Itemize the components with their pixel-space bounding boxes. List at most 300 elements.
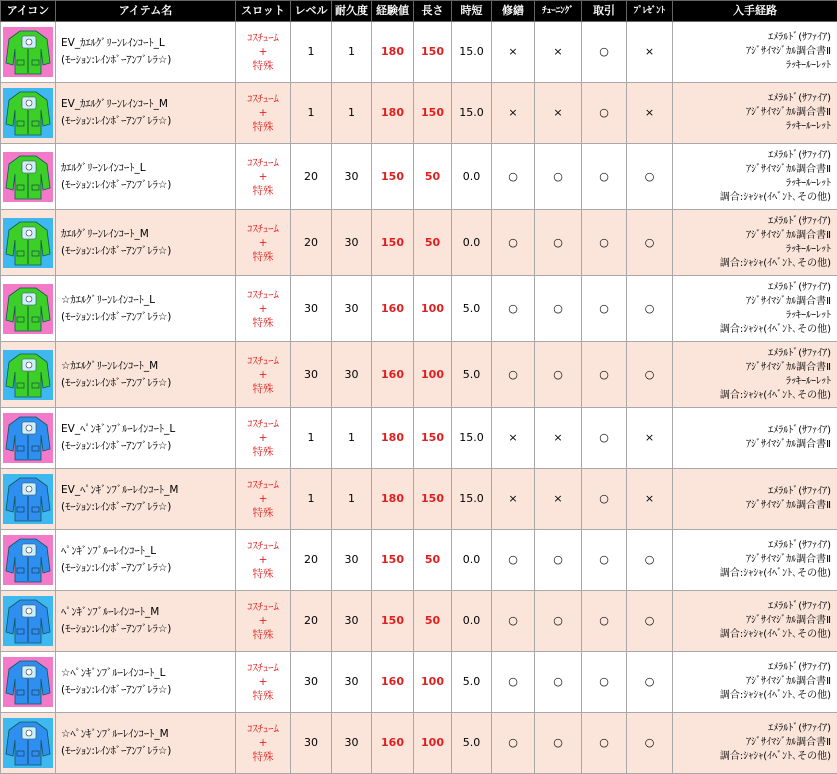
header-present: ﾌﾟﾚｾﾞﾝﾄ bbox=[627, 1, 673, 22]
repair-cell: ○ bbox=[492, 144, 535, 210]
header-route: 入手経路 bbox=[673, 1, 837, 22]
item-motion: (ﾓｰｼｮﾝ:ﾚｲﾝﾎﾞｰｱﾝﾌﾞﾚﾗ☆) bbox=[61, 560, 235, 577]
level-cell: 30 bbox=[291, 713, 332, 774]
present-cell: × bbox=[627, 22, 673, 83]
trade-cell: ○ bbox=[582, 530, 627, 591]
present-cell: ○ bbox=[627, 342, 673, 408]
trade-cell: ○ bbox=[582, 713, 627, 774]
slot-special: 特殊 bbox=[236, 689, 290, 703]
trade-cell: ○ bbox=[582, 144, 627, 210]
present-cell: × bbox=[627, 83, 673, 144]
icon-cell bbox=[1, 83, 56, 144]
trade-cell: ○ bbox=[582, 652, 627, 713]
route-line: ｱｼﾞｻｲﾏｼﾞｶﾙ調合書Ⅱ bbox=[673, 736, 831, 750]
raincoat-icon bbox=[2, 530, 54, 590]
route-line: ｱｼﾞｻｲﾏｼﾞｶﾙ調合書Ⅱ bbox=[673, 295, 831, 309]
jitan-cell: 5.0 bbox=[452, 276, 492, 342]
table-row bbox=[1, 210, 837, 276]
raincoat-icon bbox=[2, 469, 54, 529]
route-line: ｱｼﾞｻｲﾏｼﾞｶﾙ調合書Ⅱ bbox=[673, 106, 831, 120]
item-motion: (ﾓｰｼｮﾝ:ﾚｲﾝﾎﾞｰｱﾝﾌﾞﾚﾗ☆) bbox=[61, 438, 235, 455]
present-cell: ○ bbox=[627, 591, 673, 652]
slot-plus: + bbox=[236, 106, 290, 120]
item-name-cell bbox=[56, 83, 236, 144]
raincoat-icon-graphic bbox=[3, 657, 53, 707]
durability-cell: 30 bbox=[332, 210, 372, 276]
icon-cell bbox=[1, 210, 56, 276]
raincoat-icon-graphic bbox=[3, 535, 53, 585]
slot-costume: ｺｽﾁｭｰﾑ bbox=[236, 539, 290, 553]
table-row bbox=[1, 276, 837, 342]
slot-cell bbox=[236, 469, 291, 530]
raincoat-icon-graphic bbox=[3, 596, 53, 646]
item-name: ☆ｶｴﾙｸﾞﾘｰﾝﾚｲﾝｺｰﾄ_M bbox=[61, 358, 235, 375]
item-name-cell bbox=[56, 408, 236, 469]
level-cell: 30 bbox=[291, 342, 332, 408]
route-cell bbox=[673, 591, 837, 652]
raincoat-icon-graphic bbox=[3, 284, 53, 334]
item-name: ｶｴﾙｸﾞﾘｰﾝﾚｲﾝｺｰﾄ_M bbox=[61, 226, 235, 243]
table-row bbox=[1, 652, 837, 713]
level-cell: 20 bbox=[291, 591, 332, 652]
length-cell: 100 bbox=[414, 652, 452, 713]
route-cell bbox=[673, 469, 837, 530]
durability-cell: 30 bbox=[332, 276, 372, 342]
tuning-cell: ○ bbox=[535, 210, 582, 276]
item-name-cell bbox=[56, 469, 236, 530]
item-motion: (ﾓｰｼｮﾝ:ﾚｲﾝﾎﾞｰｱﾝﾌﾞﾚﾗ☆) bbox=[61, 309, 235, 326]
slot-cell bbox=[236, 591, 291, 652]
length-cell: 150 bbox=[414, 469, 452, 530]
route-line: ｱｼﾞｻｲﾏｼﾞｶﾙ調合書Ⅱ bbox=[673, 614, 831, 628]
length-cell: 100 bbox=[414, 713, 452, 774]
item-name-cell bbox=[56, 713, 236, 774]
tuning-cell: × bbox=[535, 83, 582, 144]
trade-cell: ○ bbox=[582, 342, 627, 408]
slot-special: 特殊 bbox=[236, 250, 290, 264]
route-cell bbox=[673, 210, 837, 276]
item-name: EV_ﾍﾟﾝｷﾞﾝﾌﾞﾙｰﾚｲﾝｺｰﾄ_M bbox=[61, 482, 235, 499]
slot-plus: + bbox=[236, 553, 290, 567]
icon-cell bbox=[1, 530, 56, 591]
slot-cell bbox=[236, 144, 291, 210]
slot-cell bbox=[236, 22, 291, 83]
durability-cell: 1 bbox=[332, 469, 372, 530]
repair-cell: ○ bbox=[492, 342, 535, 408]
route-line: 調合:ｼｬｼｬ(ｲﾍﾞﾝﾄ､その他) bbox=[673, 191, 831, 205]
icon-cell bbox=[1, 652, 56, 713]
item-name: EV_ﾍﾟﾝｷﾞﾝﾌﾞﾙｰﾚｲﾝｺｰﾄ_L bbox=[61, 421, 235, 438]
route-line: ｴﾒﾗﾙﾄﾞ(ｻﾌｧｲｱ) bbox=[673, 215, 831, 229]
route-line: ｴﾒﾗﾙﾄﾞ(ｻﾌｧｲｱ) bbox=[673, 281, 831, 295]
repair-cell: ○ bbox=[492, 276, 535, 342]
slot-cell bbox=[236, 342, 291, 408]
route-line: ｴﾒﾗﾙﾄﾞ(ｻﾌｧｲｱ) bbox=[673, 661, 831, 675]
raincoat-icon bbox=[2, 279, 54, 339]
raincoat-icon bbox=[2, 408, 54, 468]
route-line: ｱｼﾞｻｲﾏｼﾞｶﾙ調合書Ⅱ bbox=[673, 499, 831, 513]
slot-special: 特殊 bbox=[236, 750, 290, 764]
route-line: ﾗｯｷｰﾙｰﾚｯﾄ bbox=[673, 177, 831, 191]
raincoat-icon bbox=[2, 213, 54, 273]
route-line: ﾗｯｷｰﾙｰﾚｯﾄ bbox=[673, 375, 831, 389]
slot-plus: + bbox=[236, 170, 290, 184]
slot-costume: ｺｽﾁｭｰﾑ bbox=[236, 600, 290, 614]
present-cell: ○ bbox=[627, 144, 673, 210]
present-cell: ○ bbox=[627, 713, 673, 774]
route-line: ｱｼﾞｻｲﾏｼﾞｶﾙ調合書Ⅱ bbox=[673, 361, 831, 375]
icon-cell bbox=[1, 144, 56, 210]
header-icon: アイコン bbox=[1, 1, 56, 22]
route-line: 調合:ｼｬｼｬ(ｲﾍﾞﾝﾄ､その他) bbox=[673, 389, 831, 403]
item-name-cell bbox=[56, 276, 236, 342]
length-cell: 150 bbox=[414, 83, 452, 144]
tuning-cell: × bbox=[535, 469, 582, 530]
item-name: ﾍﾟﾝｷﾞﾝﾌﾞﾙｰﾚｲﾝｺｰﾄ_M bbox=[61, 604, 235, 621]
table-row bbox=[1, 530, 837, 591]
raincoat-icon-graphic bbox=[3, 413, 53, 463]
slot-costume: ｺｽﾁｭｰﾑ bbox=[236, 92, 290, 106]
route-line: 調合:ｼｬｼｬ(ｲﾍﾞﾝﾄ､その他) bbox=[673, 750, 831, 764]
slot-plus: + bbox=[236, 675, 290, 689]
route-line: ｱｼﾞｻｲﾏｼﾞｶﾙ調合書Ⅱ bbox=[673, 438, 831, 452]
raincoat-icon-graphic bbox=[3, 152, 53, 202]
level-cell: 20 bbox=[291, 144, 332, 210]
slot-costume: ｺｽﾁｭｰﾑ bbox=[236, 222, 290, 236]
route-cell bbox=[673, 144, 837, 210]
route-line: ｴﾒﾗﾙﾄﾞ(ｻﾌｧｲｱ) bbox=[673, 722, 831, 736]
slot-plus: + bbox=[236, 614, 290, 628]
length-cell: 50 bbox=[414, 591, 452, 652]
slot-cell bbox=[236, 210, 291, 276]
route-line: ﾗｯｷｰﾙｰﾚｯﾄ bbox=[673, 59, 831, 73]
route-line: ｴﾒﾗﾙﾄﾞ(ｻﾌｧｲｱ) bbox=[673, 424, 831, 438]
route-line: 調合:ｼｬｼｬ(ｲﾍﾞﾝﾄ､その他) bbox=[673, 567, 831, 581]
route-line: ｴﾒﾗﾙﾄﾞ(ｻﾌｧｲｱ) bbox=[673, 539, 831, 553]
header-repair: 修繕 bbox=[492, 1, 535, 22]
route-cell bbox=[673, 530, 837, 591]
item-name: ｶｴﾙｸﾞﾘｰﾝﾚｲﾝｺｰﾄ_L bbox=[61, 160, 235, 177]
slot-special: 特殊 bbox=[236, 59, 290, 73]
level-cell: 1 bbox=[291, 83, 332, 144]
tuning-cell: ○ bbox=[535, 591, 582, 652]
repair-cell: ○ bbox=[492, 713, 535, 774]
route-line: ｱｼﾞｻｲﾏｼﾞｶﾙ調合書Ⅱ bbox=[673, 163, 831, 177]
raincoat-icon bbox=[2, 591, 54, 651]
tuning-cell: ○ bbox=[535, 276, 582, 342]
exp-cell: 150 bbox=[372, 210, 414, 276]
slot-special: 特殊 bbox=[236, 184, 290, 198]
slot-plus: + bbox=[236, 302, 290, 316]
table-row bbox=[1, 591, 837, 652]
route-line: ｱｼﾞｻｲﾏｼﾞｶﾙ調合書Ⅱ bbox=[673, 553, 831, 567]
raincoat-icon bbox=[2, 147, 54, 207]
length-cell: 50 bbox=[414, 530, 452, 591]
route-line: ｴﾒﾗﾙﾄﾞ(ｻﾌｧｲｱ) bbox=[673, 149, 831, 163]
icon-cell bbox=[1, 276, 56, 342]
header-trade: 取引 bbox=[582, 1, 627, 22]
trade-cell: ○ bbox=[582, 591, 627, 652]
item-name-cell bbox=[56, 342, 236, 408]
slot-costume: ｺｽﾁｭｰﾑ bbox=[236, 31, 290, 45]
route-line: ｴﾒﾗﾙﾄﾞ(ｻﾌｧｲｱ) bbox=[673, 485, 831, 499]
item-motion: (ﾓｰｼｮﾝ:ﾚｲﾝﾎﾞｰｱﾝﾌﾞﾚﾗ☆) bbox=[61, 113, 235, 130]
raincoat-icon-graphic bbox=[3, 218, 53, 268]
exp-cell: 160 bbox=[372, 342, 414, 408]
icon-cell bbox=[1, 591, 56, 652]
item-name: ☆ﾍﾟﾝｷﾞﾝﾌﾞﾙｰﾚｲﾝｺｰﾄ_L bbox=[61, 665, 235, 682]
level-cell: 30 bbox=[291, 652, 332, 713]
item-motion: (ﾓｰｼｮﾝ:ﾚｲﾝﾎﾞｰｱﾝﾌﾞﾚﾗ☆) bbox=[61, 682, 235, 699]
route-line: ｱｼﾞｻｲﾏｼﾞｶﾙ調合書Ⅱ bbox=[673, 229, 831, 243]
slot-costume: ｺｽﾁｭｰﾑ bbox=[236, 156, 290, 170]
table-row bbox=[1, 469, 837, 530]
slot-costume: ｺｽﾁｭｰﾑ bbox=[236, 478, 290, 492]
slot-special: 特殊 bbox=[236, 567, 290, 581]
trade-cell: ○ bbox=[582, 22, 627, 83]
raincoat-icon-graphic bbox=[3, 27, 53, 77]
slot-costume: ｺｽﾁｭｰﾑ bbox=[236, 661, 290, 675]
header-length: 長さ bbox=[414, 1, 452, 22]
slot-special: 特殊 bbox=[236, 316, 290, 330]
trade-cell: ○ bbox=[582, 276, 627, 342]
length-cell: 150 bbox=[414, 408, 452, 469]
slot-plus: + bbox=[236, 236, 290, 250]
repair-cell: × bbox=[492, 469, 535, 530]
jitan-cell: 0.0 bbox=[452, 210, 492, 276]
header-level: レベル bbox=[291, 1, 332, 22]
header-exp: 経験値 bbox=[372, 1, 414, 22]
jitan-cell: 15.0 bbox=[452, 22, 492, 83]
slot-costume: ｺｽﾁｭｰﾑ bbox=[236, 354, 290, 368]
raincoat-icon bbox=[2, 83, 54, 143]
slot-special: 特殊 bbox=[236, 445, 290, 459]
route-line: ﾗｯｷｰﾙｰﾚｯﾄ bbox=[673, 243, 831, 257]
exp-cell: 180 bbox=[372, 408, 414, 469]
repair-cell: ○ bbox=[492, 210, 535, 276]
route-cell bbox=[673, 342, 837, 408]
item-name-cell bbox=[56, 591, 236, 652]
durability-cell: 1 bbox=[332, 408, 372, 469]
exp-cell: 160 bbox=[372, 713, 414, 774]
table-row bbox=[1, 22, 837, 83]
present-cell: × bbox=[627, 469, 673, 530]
route-line: ｴﾒﾗﾙﾄﾞ(ｻﾌｧｲｱ) bbox=[673, 600, 831, 614]
repair-cell: ○ bbox=[492, 530, 535, 591]
slot-special: 特殊 bbox=[236, 628, 290, 642]
exp-cell: 180 bbox=[372, 22, 414, 83]
tuning-cell: ○ bbox=[535, 530, 582, 591]
present-cell: ○ bbox=[627, 530, 673, 591]
table-row bbox=[1, 342, 837, 408]
raincoat-icon-graphic bbox=[3, 88, 53, 138]
tuning-cell: ○ bbox=[535, 652, 582, 713]
jitan-cell: 5.0 bbox=[452, 652, 492, 713]
item-name-cell bbox=[56, 144, 236, 210]
slot-special: 特殊 bbox=[236, 120, 290, 134]
repair-cell: × bbox=[492, 22, 535, 83]
durability-cell: 30 bbox=[332, 713, 372, 774]
item-name-cell bbox=[56, 530, 236, 591]
length-cell: 50 bbox=[414, 144, 452, 210]
trade-cell: ○ bbox=[582, 469, 627, 530]
route-line: 調合:ｼｬｼｬ(ｲﾍﾞﾝﾄ､その他) bbox=[673, 628, 831, 642]
route-line: 調合:ｼｬｼｬ(ｲﾍﾞﾝﾄ､その他) bbox=[673, 689, 831, 703]
durability-cell: 1 bbox=[332, 22, 372, 83]
slot-cell bbox=[236, 530, 291, 591]
slot-plus: + bbox=[236, 368, 290, 382]
slot-plus: + bbox=[236, 492, 290, 506]
route-line: ﾗｯｷｰﾙｰﾚｯﾄ bbox=[673, 120, 831, 134]
header-row bbox=[1, 1, 837, 22]
slot-special: 特殊 bbox=[236, 506, 290, 520]
table-row bbox=[1, 144, 837, 210]
item-name: ☆ｶｴﾙｸﾞﾘｰﾝﾚｲﾝｺｰﾄ_L bbox=[61, 292, 235, 309]
item-motion: (ﾓｰｼｮﾝ:ﾚｲﾝﾎﾞｰｱﾝﾌﾞﾚﾗ☆) bbox=[61, 375, 235, 392]
trade-cell: ○ bbox=[582, 83, 627, 144]
item-motion: (ﾓｰｼｮﾝ:ﾚｲﾝﾎﾞｰｱﾝﾌﾞﾚﾗ☆) bbox=[61, 243, 235, 260]
exp-cell: 150 bbox=[372, 530, 414, 591]
slot-plus: + bbox=[236, 736, 290, 750]
header-slot: スロット bbox=[236, 1, 291, 22]
slot-cell bbox=[236, 276, 291, 342]
trade-cell: ○ bbox=[582, 408, 627, 469]
item-name-cell bbox=[56, 652, 236, 713]
slot-plus: + bbox=[236, 431, 290, 445]
trade-cell: ○ bbox=[582, 210, 627, 276]
level-cell: 1 bbox=[291, 408, 332, 469]
slot-plus: + bbox=[236, 45, 290, 59]
route-line: ｴﾒﾗﾙﾄﾞ(ｻﾌｧｲｱ) bbox=[673, 347, 831, 361]
slot-costume: ｺｽﾁｭｰﾑ bbox=[236, 288, 290, 302]
tuning-cell: × bbox=[535, 22, 582, 83]
route-line: 調合:ｼｬｼｬ(ｲﾍﾞﾝﾄ､その他) bbox=[673, 323, 831, 337]
icon-cell bbox=[1, 408, 56, 469]
header-jitan: 時短 bbox=[452, 1, 492, 22]
raincoat-icon-graphic bbox=[3, 718, 53, 768]
icon-cell bbox=[1, 22, 56, 83]
level-cell: 1 bbox=[291, 469, 332, 530]
present-cell: × bbox=[627, 408, 673, 469]
jitan-cell: 0.0 bbox=[452, 144, 492, 210]
raincoat-icon bbox=[2, 713, 54, 773]
exp-cell: 160 bbox=[372, 276, 414, 342]
header-tuning: ﾁｭｰﾆﾝｸﾞ bbox=[535, 1, 582, 22]
slot-special: 特殊 bbox=[236, 382, 290, 396]
present-cell: ○ bbox=[627, 276, 673, 342]
slot-cell bbox=[236, 83, 291, 144]
raincoat-icon-graphic bbox=[3, 350, 53, 400]
item-name: ﾍﾟﾝｷﾞﾝﾌﾞﾙｰﾚｲﾝｺｰﾄ_L bbox=[61, 543, 235, 560]
route-line: ﾗｯｷｰﾙｰﾚｯﾄ bbox=[673, 309, 831, 323]
icon-cell bbox=[1, 342, 56, 408]
item-motion: (ﾓｰｼｮﾝ:ﾚｲﾝﾎﾞｰｱﾝﾌﾞﾚﾗ☆) bbox=[61, 499, 235, 516]
route-line: ｴﾒﾗﾙﾄﾞ(ｻﾌｧｲｱ) bbox=[673, 92, 831, 106]
slot-cell bbox=[236, 713, 291, 774]
icon-cell bbox=[1, 469, 56, 530]
item-name: ☆ﾍﾟﾝｷﾞﾝﾌﾞﾙｰﾚｲﾝｺｰﾄ_M bbox=[61, 726, 235, 743]
route-cell bbox=[673, 652, 837, 713]
length-cell: 150 bbox=[414, 22, 452, 83]
present-cell: ○ bbox=[627, 210, 673, 276]
raincoat-icon-graphic bbox=[3, 474, 53, 524]
exp-cell: 180 bbox=[372, 83, 414, 144]
header-item-name: アイテム名 bbox=[56, 1, 236, 22]
length-cell: 100 bbox=[414, 342, 452, 408]
level-cell: 1 bbox=[291, 22, 332, 83]
repair-cell: × bbox=[492, 83, 535, 144]
length-cell: 50 bbox=[414, 210, 452, 276]
table-row bbox=[1, 83, 837, 144]
table-row bbox=[1, 408, 837, 469]
tuning-cell: ○ bbox=[535, 342, 582, 408]
jitan-cell: 0.0 bbox=[452, 530, 492, 591]
repair-cell: ○ bbox=[492, 652, 535, 713]
route-cell bbox=[673, 408, 837, 469]
slot-costume: ｺｽﾁｭｰﾑ bbox=[236, 417, 290, 431]
jitan-cell: 5.0 bbox=[452, 713, 492, 774]
tuning-cell: × bbox=[535, 408, 582, 469]
item-name-cell bbox=[56, 210, 236, 276]
jitan-cell: 15.0 bbox=[452, 83, 492, 144]
item-motion: (ﾓｰｼｮﾝ:ﾚｲﾝﾎﾞｰｱﾝﾌﾞﾚﾗ☆) bbox=[61, 177, 235, 194]
slot-costume: ｺｽﾁｭｰﾑ bbox=[236, 722, 290, 736]
icon-cell bbox=[1, 713, 56, 774]
item-name: EV_ｶｴﾙｸﾞﾘｰﾝﾚｲﾝｺｰﾄ_L bbox=[61, 35, 235, 52]
jitan-cell: 5.0 bbox=[452, 342, 492, 408]
item-motion: (ﾓｰｼｮﾝ:ﾚｲﾝﾎﾞｰｱﾝﾌﾞﾚﾗ☆) bbox=[61, 52, 235, 69]
item-name-cell bbox=[56, 22, 236, 83]
tuning-cell: ○ bbox=[535, 144, 582, 210]
durability-cell: 30 bbox=[332, 591, 372, 652]
repair-cell: × bbox=[492, 408, 535, 469]
present-cell: ○ bbox=[627, 652, 673, 713]
route-cell bbox=[673, 83, 837, 144]
repair-cell: ○ bbox=[492, 591, 535, 652]
level-cell: 20 bbox=[291, 210, 332, 276]
durability-cell: 30 bbox=[332, 144, 372, 210]
durability-cell: 30 bbox=[332, 652, 372, 713]
durability-cell: 30 bbox=[332, 530, 372, 591]
durability-cell: 30 bbox=[332, 342, 372, 408]
header-durability: 耐久度 bbox=[332, 1, 372, 22]
route-line: ｱｼﾞｻｲﾏｼﾞｶﾙ調合書Ⅱ bbox=[673, 675, 831, 689]
raincoat-icon bbox=[2, 345, 54, 405]
jitan-cell: 0.0 bbox=[452, 591, 492, 652]
item-name: EV_ｶｴﾙｸﾞﾘｰﾝﾚｲﾝｺｰﾄ_M bbox=[61, 96, 235, 113]
exp-cell: 150 bbox=[372, 144, 414, 210]
route-line: ｴﾒﾗﾙﾄﾞ(ｻﾌｧｲｱ) bbox=[673, 31, 831, 45]
route-line: ｱｼﾞｻｲﾏｼﾞｶﾙ調合書Ⅱ bbox=[673, 45, 831, 59]
route-cell bbox=[673, 276, 837, 342]
raincoat-icon bbox=[2, 22, 54, 82]
item-motion: (ﾓｰｼｮﾝ:ﾚｲﾝﾎﾞｰｱﾝﾌﾞﾚﾗ☆) bbox=[61, 621, 235, 638]
length-cell: 100 bbox=[414, 276, 452, 342]
raincoat-icon bbox=[2, 652, 54, 712]
slot-cell bbox=[236, 652, 291, 713]
slot-cell bbox=[236, 408, 291, 469]
level-cell: 30 bbox=[291, 276, 332, 342]
item-motion: (ﾓｰｼｮﾝ:ﾚｲﾝﾎﾞｰｱﾝﾌﾞﾚﾗ☆) bbox=[61, 743, 235, 760]
exp-cell: 160 bbox=[372, 652, 414, 713]
durability-cell: 1 bbox=[332, 83, 372, 144]
exp-cell: 150 bbox=[372, 591, 414, 652]
jitan-cell: 15.0 bbox=[452, 469, 492, 530]
route-line: 調合:ｼｬｼｬ(ｲﾍﾞﾝﾄ､その他) bbox=[673, 257, 831, 271]
route-cell bbox=[673, 22, 837, 83]
exp-cell: 180 bbox=[372, 469, 414, 530]
tuning-cell: ○ bbox=[535, 713, 582, 774]
